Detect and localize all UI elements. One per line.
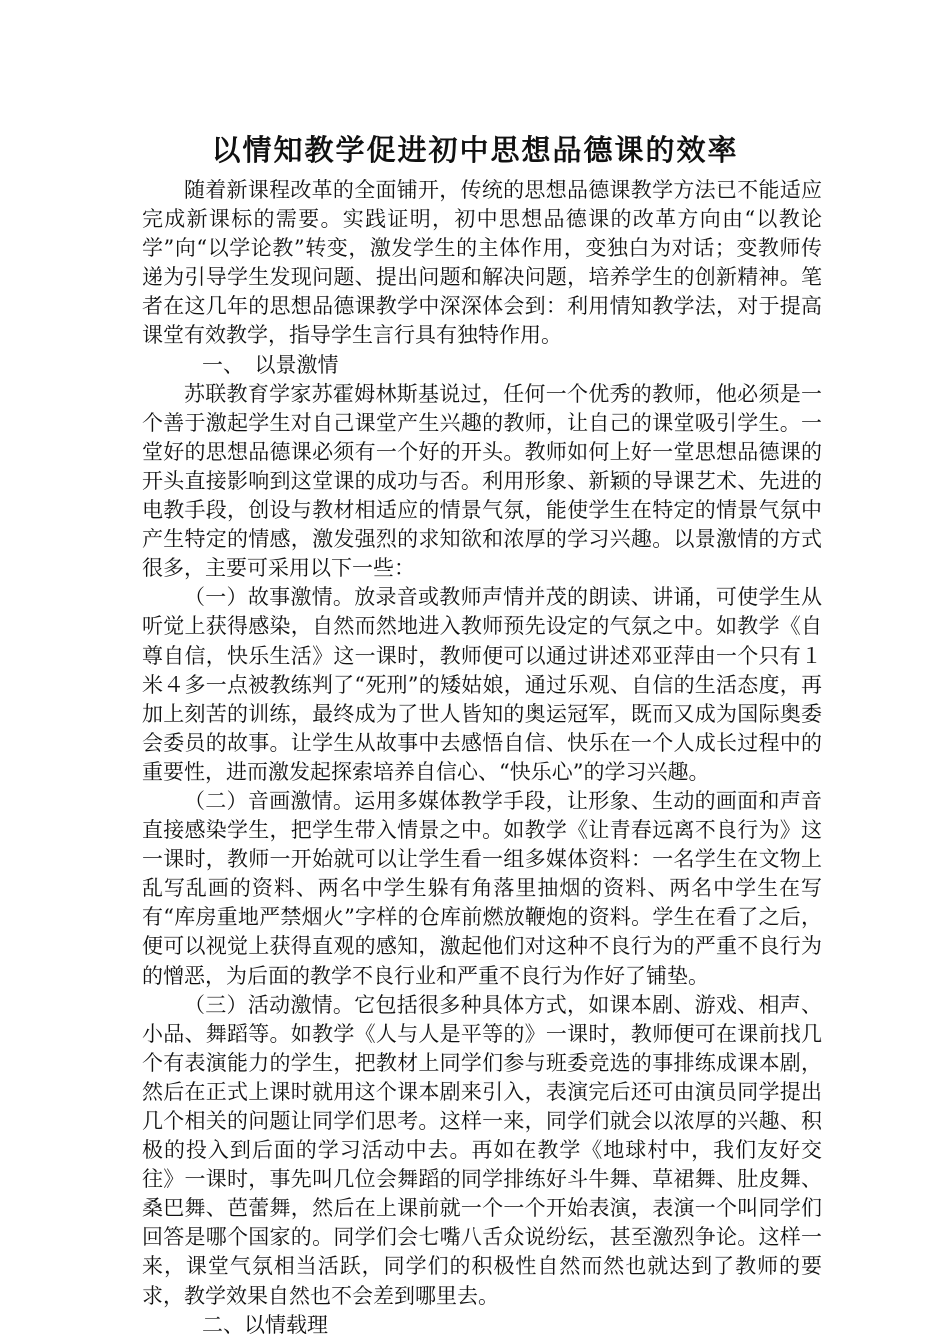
paragraph-activity: （三）活动激情。它包括很多种具体方式，如课本剧、游戏、相声、小品、舞蹈等。如教学《人与人是平等的》一课时，教师便可在课前找几个有表演能力的学生，把教材上同学们参与班委竞选的事排练成课本剧，然后在正式上课时就用这个课本剧来引入，表演完后还可由演员同学提出几个相关的问题让同学们思考。这样一来，同学们就会以浓厚的兴趣、积极的投入到后面的学习活动中去。再如在教学《地球村中，我们友好交往》一课时，事先叫几位会舞蹈的同学排练好斗牛舞、草裙舞、肚皮舞、桑巴舞、芭蕾舞，然后在上课前就一个一个开始表演，表演一个叫同学们回答是哪个国家的。同学们会七嘴八舌众说纷纭，甚至激烈争论。这样一来，课堂气氛相当活跃，同学们的积极性自然而然也就达到了教师的要求，教学效果自然也不会差到哪里去。: [142, 992, 822, 1308]
paragraph-story: （一）故事激情。放录音或教师声情并茂的朗读、讲诵，可使学生从听觉上获得感染，自然而然地进入教师预先设定的气氛之中。如教学《自尊自信，快乐生活》这一课时，教师便可以通过讲述邓亚萍由一个只有１米４多一点被教练判了“死刑”的矮姑娘，通过乐观、自信的生活态度，再加上刻苦的训练，最终成为了世人皆知的奥运冠军，既而又成为国际奥委会委员的故事。让学生从故事中去感悟自信、快乐在一个人成长过程中的重要性，进而激发起探索培养自信心、“快乐心”的学习兴趣。: [142, 585, 822, 784]
document-body: [142, 176, 822, 1340]
section-heading-2: 二、以情载理: [202, 1312, 328, 1337]
paragraph-section-1: 苏联教育学家苏霍姆林斯基说过，任何一个优秀的教师，他必须是一个善于激起学生对自己课堂产生兴趣的教师，让自己的课堂吸引学生。一堂好的思想品德课必须有一个好的开头。教师如何上好一堂思想品德课的开头直接影响到这堂课的成功与否。利用形象、新颖的导课艺术、先进的电教手段，创设与教材相适应的情景气氛，能使学生在特定的情景气氛中产生特定的情感，激发强烈的求知欲和浓厚的学习兴趣。以景激情的方式很多，主要可采用以下一些：: [142, 381, 822, 581]
document-title: 以情知教学促进初中思想品德课的效率: [211, 133, 739, 167]
section-heading-1: 一、 以景激情: [202, 352, 339, 377]
paragraph-intro: 随着新课程改革的全面铺开，传统的思想品德课教学方法已不能适应完成新课标的需要。实践证明，初中思想品德课的改革方向由“以教论学”向“以学论教”转变，激发学生的主体作用，变独白为对话；变教师传递为引导学生发现问题、提出问题和解决问题，培养学生的创新精神。笔者在这几年的思想品德课教学中深深体会到：利用情知教学法，对于提高课堂有效教学，指导学生言行具有独特作用。: [142, 178, 822, 348]
paragraph-media: （二）音画激情。运用多媒体教学手段，让形象、生动的画面和声音直接感染学生，把学生带入情景之中。如教学《让青春远离不良行为》这一课时，教师一开始就可以让学生看一组多媒体资料：一名学生在文物上乱写乱画的资料、两名中学生躲有角落里抽烟的资料、两名中学生在写有“库房重地严禁烟火”字样的仓库前燃放鞭炮的资料。学生在看了之后，便可以视觉上获得直观的感知，激起他们对这种不良行为的严重不良行为的憎恶，为后面的教学不良行业和严重不良行为作好了铺垫。: [142, 788, 822, 988]
